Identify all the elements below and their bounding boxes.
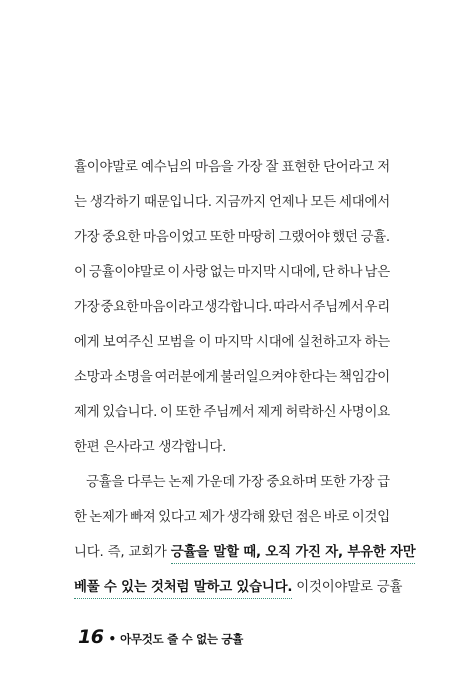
- word: 가장: [236, 160, 263, 175]
- body-text: [74, 150, 416, 605]
- word: 책임감이: [339, 370, 390, 385]
- page-number: 16: [78, 626, 104, 648]
- word: 시대에: [256, 335, 295, 350]
- word: 마음이라고: [139, 300, 204, 315]
- word: 한: [74, 510, 87, 525]
- word: 빠져: [130, 510, 156, 525]
- word: 또한: [209, 230, 235, 245]
- word: 시대에,: [277, 265, 320, 280]
- word: 한편: [74, 440, 100, 455]
- word: 휼이야말로: [74, 160, 138, 175]
- word: 마지막: [237, 265, 276, 280]
- text-line: [74, 360, 390, 395]
- word: 이: [159, 405, 173, 420]
- word: 중요하며: [266, 475, 318, 490]
- text-line: [74, 325, 390, 360]
- word: 생각해: [226, 510, 266, 525]
- word: 점은: [295, 510, 322, 525]
- word: 급: [377, 475, 390, 490]
- word: 불러일으켜야: [220, 370, 297, 385]
- word: 이: [74, 265, 87, 280]
- word: 긍휼을: [86, 475, 125, 490]
- word: 예수님의: [140, 160, 192, 175]
- word: 제게: [257, 405, 283, 420]
- word: 제게: [74, 405, 100, 420]
- word: 가장: [348, 475, 375, 490]
- highlighted-phrase: 긍휼을 말할 때, 오직 가진 자, 부유한 자만: [171, 544, 416, 564]
- word: 세대에서: [339, 195, 390, 210]
- page-footer: [78, 626, 243, 648]
- line-text: 니다. 즉, 교회가: [74, 545, 171, 560]
- word: 단: [322, 265, 335, 280]
- word: 남은: [364, 265, 390, 280]
- text-line: [74, 290, 390, 325]
- word: 실천하고자: [297, 335, 362, 350]
- word: 하나: [336, 265, 363, 280]
- word: 가운데: [196, 475, 235, 490]
- word: 바로: [323, 510, 350, 525]
- word: 했던: [332, 230, 358, 245]
- word: 에게: [74, 335, 100, 350]
- word: 논제: [168, 475, 194, 490]
- word: 있다고: [158, 510, 197, 525]
- text-line: [74, 220, 390, 255]
- word: 모범을: [157, 335, 196, 350]
- word: 생각합니다.: [158, 440, 227, 455]
- word: 이: [198, 335, 212, 350]
- word: 소명을: [114, 370, 153, 385]
- word: 마음을: [195, 160, 234, 175]
- word: 주님께서: [312, 300, 364, 315]
- word: 가장: [237, 475, 264, 490]
- word: 마지막: [214, 335, 253, 350]
- word: 사랑: [182, 265, 208, 280]
- word: 긍휼.: [360, 230, 390, 245]
- highlighted-phrase: 베풀 수 있는 것처럼 말하고 있습니다.: [74, 579, 292, 599]
- word: 생각합니다.: [204, 300, 273, 315]
- word: 지금까지: [214, 195, 266, 210]
- text-line: [74, 185, 390, 220]
- word: 다루는: [127, 475, 166, 490]
- word: 논제가: [89, 510, 128, 525]
- word: 없는: [209, 265, 236, 280]
- word: 이것입: [351, 510, 390, 525]
- word: 있습니다.: [102, 405, 158, 420]
- word: 따라서: [273, 300, 312, 315]
- line-text: 이것이야말로 긍휼: [292, 580, 403, 595]
- text-line-highlight: [74, 570, 403, 605]
- text-line: [74, 395, 390, 430]
- word: 모든: [310, 195, 336, 210]
- running-title: 아무것도 줄 수 없는 긍휼: [120, 632, 244, 646]
- word: 소망과: [74, 370, 113, 385]
- word: 가장: [74, 300, 100, 315]
- word: 잘: [265, 160, 279, 175]
- text-line: [74, 430, 390, 465]
- word: 긍휼이야말로: [88, 265, 166, 280]
- word: 사명이요: [339, 405, 390, 420]
- word: 저: [377, 160, 390, 175]
- word: 또한: [175, 405, 201, 420]
- word: 보여주신: [102, 335, 154, 350]
- word: 은사라고: [103, 440, 155, 455]
- word: 는: [74, 195, 87, 210]
- word: 또한: [320, 475, 346, 490]
- word: 단어라고: [323, 160, 374, 175]
- word: 주님께서: [203, 405, 255, 420]
- word: 생각하기: [89, 195, 141, 210]
- word: 마땅히: [237, 230, 276, 245]
- word: 우리: [364, 300, 390, 315]
- word: 가장: [74, 230, 100, 245]
- word: 마음이었고: [143, 230, 207, 245]
- word: 표현한: [281, 160, 320, 175]
- word: 여러분에게: [154, 370, 219, 385]
- text-line-highlight: [74, 535, 416, 570]
- bullet-separator: •: [108, 632, 117, 646]
- text-line: [74, 500, 390, 535]
- word: 왔던: [267, 510, 294, 525]
- word: 그랬어야: [278, 230, 330, 245]
- word: 이: [167, 265, 181, 280]
- word: 한다는: [298, 370, 337, 385]
- word: 제가: [198, 510, 225, 525]
- word: 허락하신: [285, 405, 337, 420]
- word: 때문입니다.: [144, 195, 212, 210]
- word: 하는: [364, 335, 390, 350]
- word: 중요한: [100, 300, 139, 315]
- word: 중요한: [102, 230, 141, 245]
- text-line: [74, 150, 390, 185]
- text-line: [74, 255, 390, 290]
- word: 언제나: [269, 195, 308, 210]
- text-line: [74, 465, 390, 500]
